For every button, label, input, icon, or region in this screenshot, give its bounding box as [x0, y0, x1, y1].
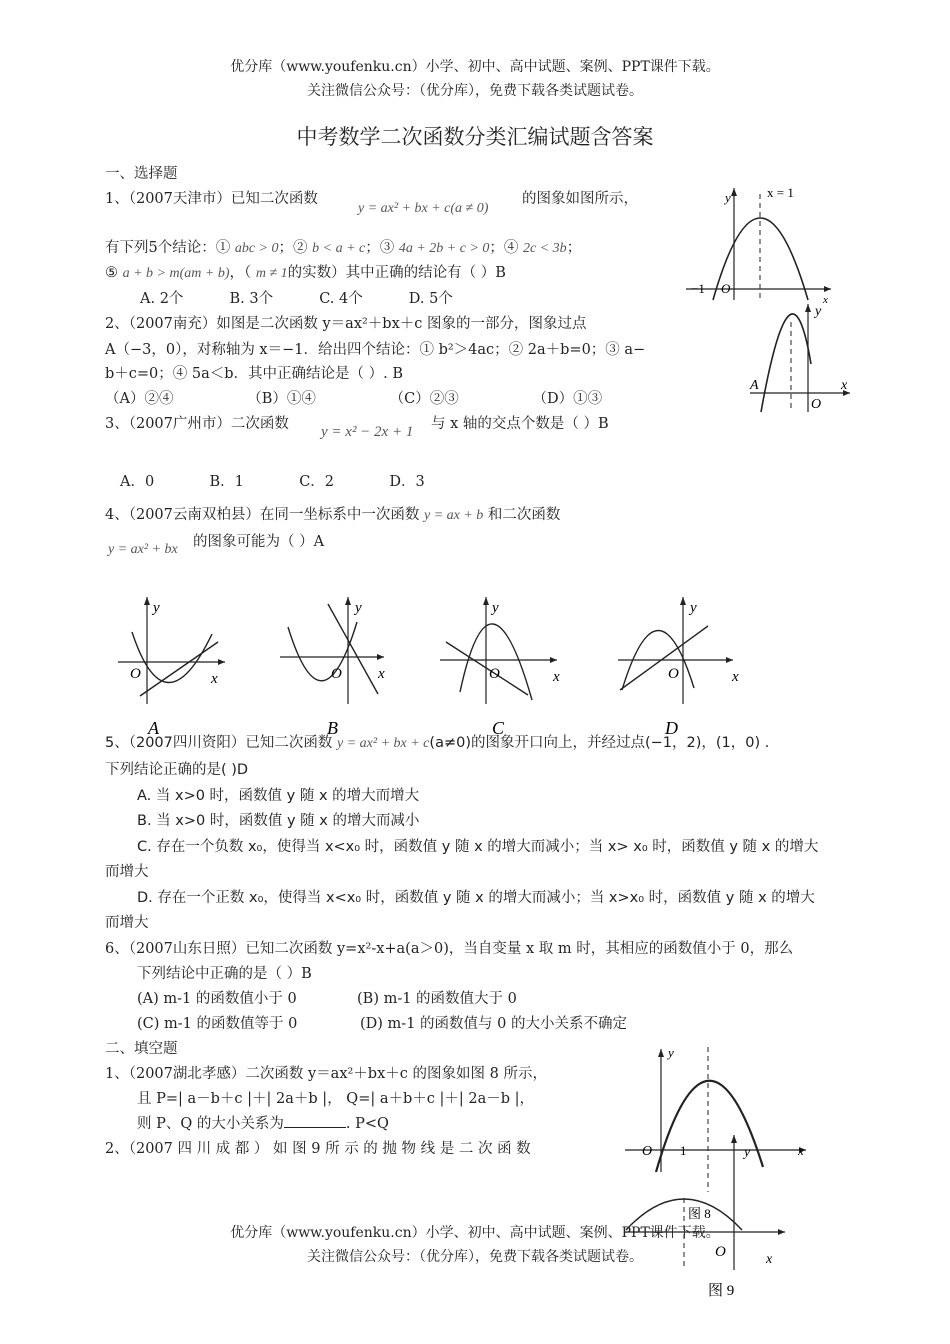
fig9-graph: [620, 1130, 795, 1305]
q1-conclusions-line: [105, 236, 581, 257]
footer-line-2: 关注微信公众号：（优分库），免费下载各类试题试卷。: [307, 1249, 643, 1265]
page-title: 中考数学二次函数分类汇编试题含答案: [296, 125, 654, 149]
q5-option-c-cont: 而增大: [105, 864, 149, 880]
fig8-y-label: y: [668, 1045, 674, 1060]
q4-text-suffix: 的图象可能为（ ）A: [193, 534, 325, 550]
q2-line-2: A（−3，0），对称轴为 x＝−1．给出四个结论：① b²＞4ac；② 2a＋b=0；③ a−: [105, 342, 646, 358]
q4d-origin: O: [668, 666, 679, 682]
f1-line-2: 且 P=| a－b＋c |＋| 2a＋b |， Q=| a＋b＋c |＋| 2a－b |，: [137, 1091, 535, 1107]
q4c-origin: O: [489, 666, 500, 682]
q4c-line: [446, 642, 528, 695]
q4-graph-a: [110, 592, 240, 737]
q1-y-label: y: [725, 190, 731, 205]
q6-line-2: 下列结论中正确的是（ ）B: [137, 966, 312, 982]
q1-c5: a + b > m(am + b): [122, 266, 230, 281]
q5-option-d: D. 存在一个正数 x₀，使得当 x<x₀ 时，函数值 y 随 x 的增大而减小；当 x>x₀ 时，函数值 y 随 x 的增大: [137, 890, 815, 906]
q4-formula-linear: y = ax + b: [423, 508, 484, 523]
q5-option-a: A. 当 x>0 时，函数值 y 随 x 的增大而增大: [137, 788, 420, 804]
q5-option-b: B. 当 x>0 时，函数值 y 随 x 的增大而减小: [137, 813, 420, 829]
q2-origin-label: O: [811, 397, 822, 412]
q1-c5-marker: ⑤: [105, 265, 118, 281]
q4-graph-d: [610, 592, 750, 737]
q4b-option-label: B: [327, 718, 338, 737]
q4b-parabola: [288, 622, 357, 681]
fig9-x-label: x: [766, 1252, 773, 1267]
q1-options: A. 2个 B. 3个 C. 4个 D. 5个: [140, 291, 453, 307]
q6-option-d: (D) m-1 的函数值与 0 的大小关系不确定: [360, 1016, 627, 1032]
q4b-x-label: x: [378, 666, 385, 682]
q6-option-c: (C) m-1 的函数值等于 0: [137, 1016, 298, 1032]
q5-text-suffix: (a≠0)的图象开口向上，并经过点(−1，2)，(1，0) .: [429, 735, 770, 751]
fig8-caption: 图 8: [688, 1206, 711, 1221]
q4-graph-b: [272, 592, 402, 737]
q1-text-prefix: 1、（2007天津市）已知二次函数: [105, 191, 318, 207]
q2-options: （A）②④ （B）①④ （C）②③ （D）①③: [105, 391, 603, 407]
fig8-x-label: x: [798, 1143, 804, 1158]
q2-line-1: 2、（2007南充）如图是二次函数 y＝ax²＋bx＋c 图象的一部分，图象过点: [105, 316, 587, 332]
q1-c3: 4a + 2b + c > 0: [398, 241, 490, 256]
q3-text-suffix: 与 x 轴的交点个数是（ ）B: [431, 416, 609, 432]
fig9-caption: 图 9: [708, 1283, 735, 1299]
q2-line-3: b＋c=0；④ 5a＜b．其中正确结论是（ ）. B: [105, 366, 404, 382]
q4c-x-label: x: [553, 669, 560, 685]
q4a-x-label: x: [211, 671, 218, 687]
q6-line-1: 6、（2007山东日照）已知二次函数 y=x²-x+a(a＞0)，当自变量 x 取 m 时，其相应的函数值小于 0，那么: [105, 941, 794, 957]
q1-sep4: ；④: [489, 240, 519, 256]
fig8-origin: O: [642, 1144, 653, 1159]
f2-line-1: 2、（2007 四 川 成 都 ） 如 图 9 所 示 的 抛 物 线 是 二 次 函 数: [105, 1141, 531, 1157]
q1-sep3: ；③: [365, 240, 395, 256]
q1-answer: 的实数）其中正确的结论有（ ）B: [287, 265, 506, 281]
q3-formula: y = x² − 2x + 1: [321, 424, 414, 440]
q1-sep2: ；②: [278, 240, 308, 256]
q1-x-label: x: [823, 294, 828, 305]
q4a-y-label: y: [153, 600, 160, 616]
q5-formula: y = ax² + bx + c: [337, 736, 430, 751]
header-line-2: 关注微信公众号：（优分库），免费下载各类试题试卷。: [307, 83, 643, 99]
section-fill-heading: 二、填空题: [105, 1041, 178, 1057]
f1-line-1: 1、（2007湖北孝感）二次函数 y＝ax²＋bx＋c 的图象如图 8 所示，: [105, 1066, 547, 1082]
fig9-origin: O: [715, 1244, 726, 1260]
q4a-line: [140, 642, 218, 696]
q4c-y-label: y: [492, 600, 499, 616]
q1-formula: y = ax² + bx + c(a ≠ 0): [358, 201, 489, 216]
q1-c2: b < a + c: [312, 241, 366, 256]
q4d-x-label: x: [732, 669, 739, 685]
header-line-1: 优分库（www.youfenku.cn）小学、初中、高中试题、案例、PPT课件下载。: [230, 59, 720, 75]
q1-origin-label: O: [721, 281, 731, 296]
q1-c4: 2c < 3b: [523, 241, 567, 256]
f1-answer: . P<Q: [345, 1116, 389, 1132]
fig8-tick-1: 1: [680, 1143, 687, 1158]
q1-end2: ；: [566, 240, 582, 256]
q4-text-mid: 和二次函数: [487, 507, 561, 523]
q5-option-d-cont: 而增大: [105, 915, 149, 931]
q4-text-prefix: 4、（2007云南双柏县）在同一坐标系中一次函数: [105, 507, 420, 523]
q2-point-a-label: A: [750, 378, 759, 393]
q1-c6: m ≠ 1: [255, 266, 288, 281]
q5-option-c: C. 存在一个负数 x₀，使得当 x<x₀ 时，函数值 y 随 x 的增大而减小；当 x> x₀ 时，函数值 y 随 x 的增大: [137, 839, 819, 855]
q2-y-label: y: [815, 304, 822, 319]
q1-text-suffix: 的图象如图所示，: [522, 191, 638, 207]
q1-conclusions-line-2: [105, 261, 506, 282]
f1-line-3: 则 P、Q 的大小关系为: [137, 1116, 284, 1132]
q2-graph: [745, 300, 855, 415]
q1-c1: abc > 0: [234, 241, 279, 256]
q4a-origin: O: [130, 666, 141, 682]
q1-neg1-label: −1: [691, 281, 705, 296]
q5-text-prefix: 5、（2007四川资阳）已知二次函数: [105, 735, 333, 751]
q1-sep6: ，（: [229, 265, 252, 281]
q4b-origin: O: [331, 666, 342, 682]
q4-graph-c: [432, 592, 572, 737]
q6-option-b: (B) m-1 的函数值大于 0: [357, 991, 517, 1007]
q4d-y-label: y: [690, 600, 697, 616]
q4-formula-quadratic: y = ax² + bx: [108, 542, 178, 557]
footer-line-1: 优分库（www.youfenku.cn）小学、初中、高中试题、案例、PPT课件下载。: [230, 1225, 720, 1241]
q1-xline-label: x = 1: [767, 185, 794, 200]
q4c-parabola: [460, 624, 532, 700]
f1-answer-blank: [284, 1115, 346, 1128]
q1-intro: 有下列5个结论：①: [105, 240, 231, 256]
q6-option-a: (A) m-1 的函数值小于 0: [137, 991, 297, 1007]
q4c-option-label: C: [492, 718, 505, 737]
q3-text-prefix: 3、（2007广州市）二次函数: [105, 416, 289, 432]
fig9-y-label: y: [744, 1145, 751, 1160]
q4b-y-label: y: [355, 600, 362, 616]
q2-parabola: [761, 314, 811, 412]
q2-x-label: x: [841, 378, 848, 393]
q4a-option-label: A: [148, 718, 159, 737]
q1-graph: [683, 180, 835, 305]
q4a-parabola: [132, 632, 212, 683]
section-choice-heading: 一、选择题: [105, 166, 178, 182]
q4d-option-label: D: [665, 718, 678, 737]
q3-options: A．0 B．1 C．2 D．3: [120, 474, 425, 490]
q5-line-2: 下列结论正确的是( )D: [105, 762, 249, 778]
